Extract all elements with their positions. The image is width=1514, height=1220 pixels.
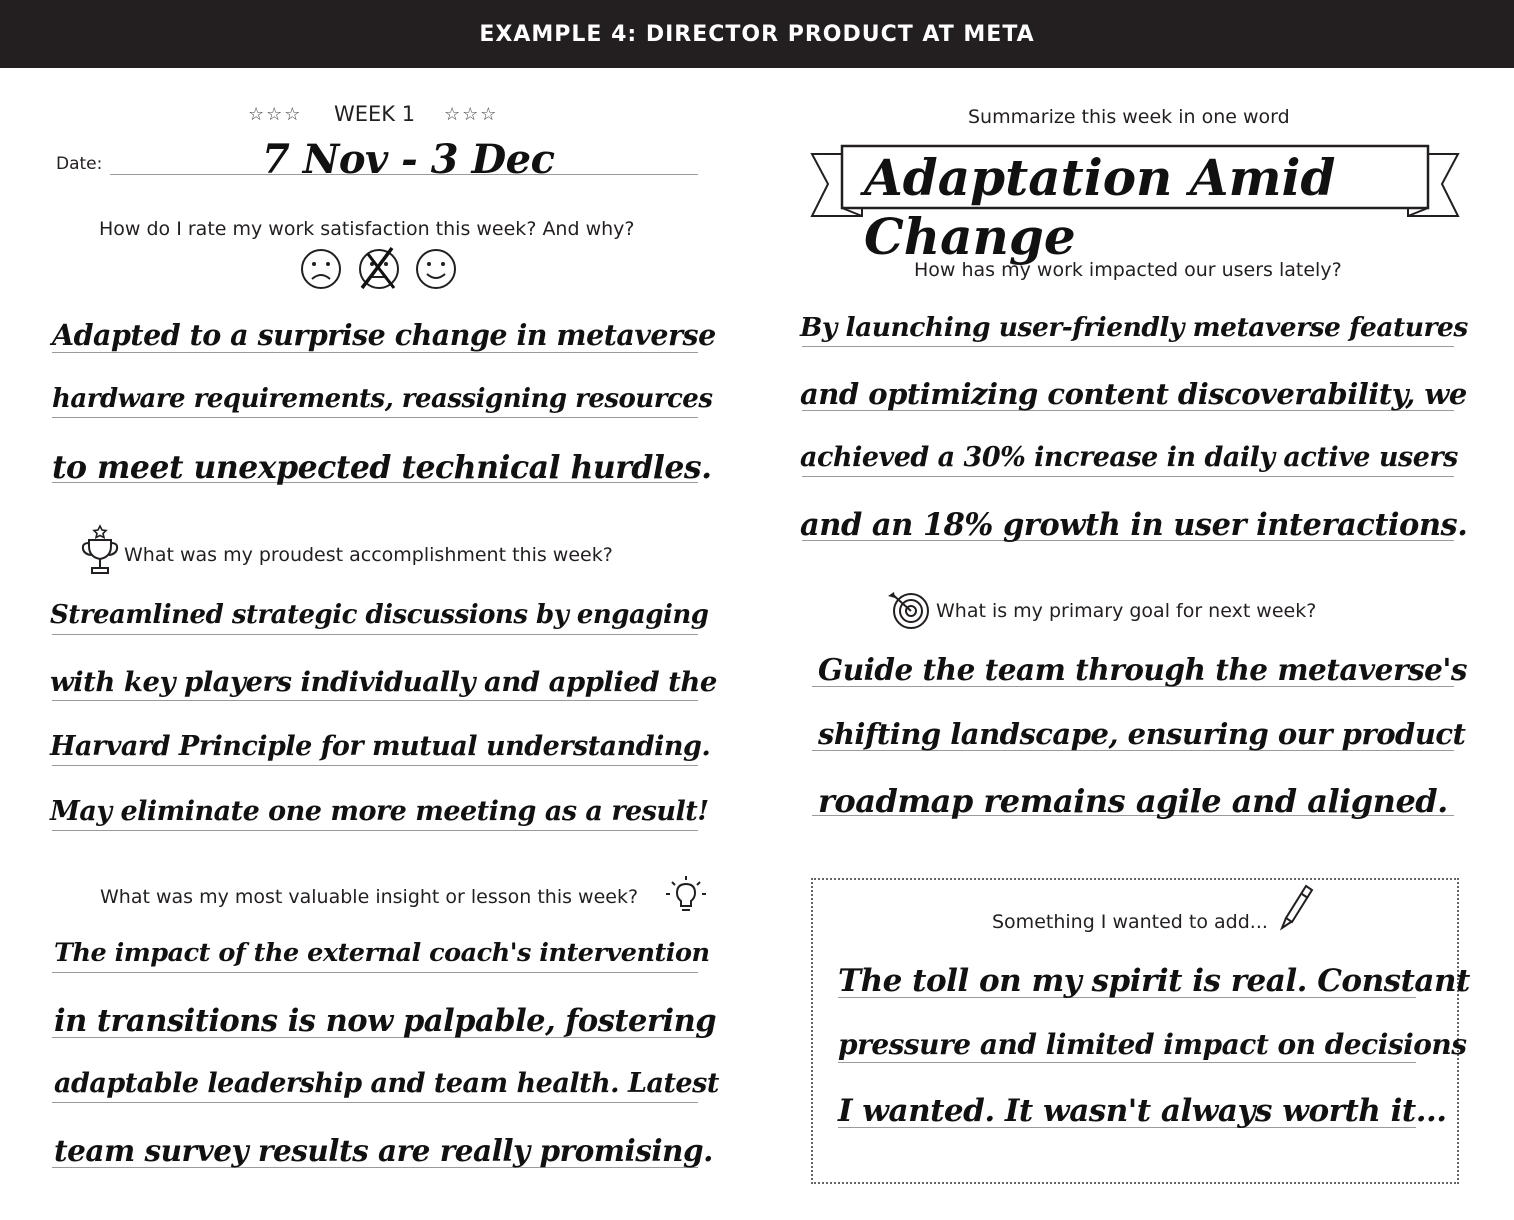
goal-line: Guide the team through the metaverse's: [818, 652, 1468, 687]
goal-line: shifting landscape, ensuring our product: [818, 717, 1466, 751]
add-line: I wanted. It wasn't always worth it...: [838, 1093, 1447, 1129]
summary-word: Adaptation Amid Change: [864, 148, 1336, 266]
add-line: The toll on my spirit is real. Constant: [838, 963, 1470, 999]
accomplishment-line: May eliminate one more meeting as a result!: [50, 796, 709, 827]
impact-line: and an 18% growth in user interactions.: [800, 507, 1468, 543]
satisfaction-prompt: How do I rate my work satisfaction this week? And why?: [99, 218, 635, 240]
goal-prompt: What is my primary goal for next week?: [936, 600, 1317, 622]
summary-prompt: Summarize this week in one word: [968, 106, 1290, 128]
impact-line: achieved a 30% increase in daily active users: [800, 442, 1458, 473]
insight-line: team survey results are really promising.: [54, 1133, 713, 1168]
accomplishment-prompt: What was my proudest accomplishment this week?: [124, 544, 613, 566]
rule-line: [52, 417, 698, 418]
page-header: [0, 0, 1514, 68]
insight-line: in transitions is now palpable, fostering: [54, 1003, 717, 1039]
stars-left: ☆☆☆: [248, 104, 303, 125]
add-prompt: Something I wanted to add...: [992, 911, 1268, 933]
rule-line: [802, 476, 1454, 477]
week-label: WEEK 1: [334, 102, 416, 126]
stars-right: ☆☆☆: [444, 104, 499, 125]
impact-prompt: How has my work impacted our users lately?: [914, 259, 1342, 281]
rule-line: [838, 1062, 1416, 1063]
rule-line: [52, 1102, 698, 1103]
rule-line: [52, 972, 698, 973]
neutral-face-icon[interactable]: [356, 244, 406, 294]
add-line: pressure and limited impact on decisions: [838, 1028, 1467, 1061]
rule-line: [802, 346, 1454, 347]
accomplishment-line: Harvard Principle for mutual understanding.: [50, 731, 711, 762]
sad-face-icon[interactable]: [299, 248, 345, 290]
insight-line: The impact of the external coach's intervention: [54, 938, 710, 968]
impact-line: and optimizing content discoverability, we: [800, 377, 1467, 411]
date-label: Date:: [56, 154, 103, 174]
satisfaction-line: to meet unexpected technical hurdles.: [52, 449, 712, 486]
trophy-icon: [80, 524, 120, 578]
satisfaction-line: Adapted to a surprise change in metaverse: [52, 318, 716, 352]
target-icon: [886, 590, 932, 630]
accomplishment-line: Streamlined strategic discussions by engaging: [50, 600, 709, 630]
lightbulb-icon: [664, 874, 708, 918]
rule-line: [52, 830, 698, 831]
rule-line: [52, 352, 698, 353]
accomplishment-line: with key players individually and applied the: [50, 666, 717, 698]
happy-face-icon[interactable]: [414, 248, 460, 290]
rule-line: [52, 765, 698, 766]
rule-line: [52, 700, 698, 701]
insight-prompt: What was my most valuable insight or lesson this week?: [100, 886, 639, 908]
insight-line: adaptable leadership and team health. Latest: [54, 1068, 719, 1099]
satisfaction-line: hardware requirements, reassigning resources: [52, 384, 713, 414]
date-value: 7 Nov - 3 Dec: [262, 136, 555, 183]
impact-line: By launching user-friendly metaverse features: [800, 312, 1468, 343]
rule-line: [52, 634, 698, 635]
goal-line: roadmap remains agile and aligned.: [818, 782, 1448, 820]
page-title: EXAMPLE 4: DIRECTOR PRODUCT AT META: [479, 21, 1035, 47]
pen-icon: [1278, 884, 1314, 932]
